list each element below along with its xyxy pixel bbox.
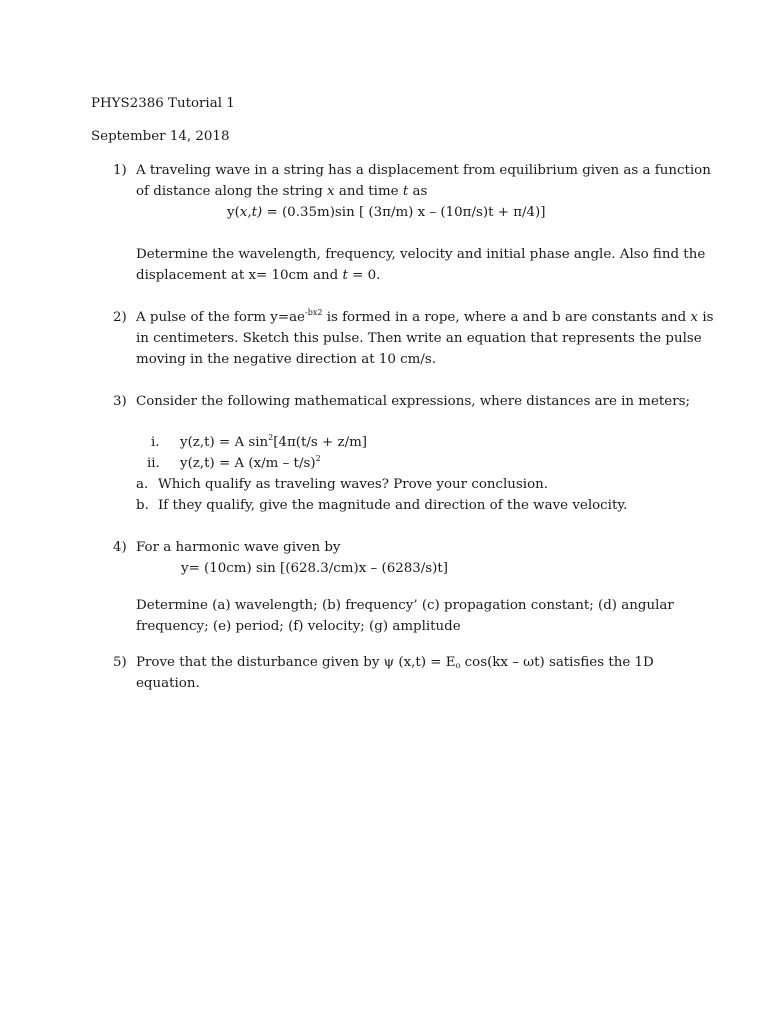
q3-item-ii-number: ii. [147,456,160,471]
q5-line-1-part-b: cos(kx – ωt) satisfies the 1D [460,655,654,670]
q1-line-4 [136,267,380,284]
q1-var-t: t [402,184,409,199]
q2-line-1 [136,309,714,326]
q3-part-b-text: If they qualify, give the magnitude and direction of the wave velocity. [158,498,628,513]
q3-item-ii-part-a: y(z,t) = A (x/m – t/s) [180,456,316,471]
q2-line-1-part-a: A pulse of the form y=ae [136,310,305,325]
document-date: September 14, 2018 [91,129,230,144]
q3-line-1: Consider the following mathematical expressions, where distances are in meters; [136,394,691,409]
q1-line-2-part-e: as [408,184,428,199]
q5-line-1 [136,654,654,671]
q1-line-2-part-a: of distance along the string [136,184,328,199]
q1-line-1: A traveling wave in a string has a displacement from equilibrium given as a function [136,163,711,178]
q1-number: 1) [113,163,127,178]
q1-line-4-part-a: displacement at x= 10cm and [136,268,343,283]
q3-part-a-text: Which qualify as traveling waves? Prove your conclusion. [158,477,549,492]
q1-eq-part-a: y( [227,205,240,220]
q1-line-4-part-c: = 0. [347,268,381,283]
q2-line-2: in centimeters. Sketch this pulse. Then write an equation that represents the pulse [136,331,702,346]
q2-var-x: x [690,310,699,325]
q3-item-ii-exponent: 2 [315,454,321,463]
q3-item-i-number: i. [151,435,160,450]
q5-line-1-part-a: Prove that the disturbance given by ψ (x,t) = E [136,655,456,670]
course-title: PHYS2386 Tutorial 1 [91,96,235,111]
q3-item-ii [180,455,321,472]
q3-item-i [180,434,367,451]
q1-line-2-part-c: and time [334,184,403,199]
q1-eq-part-b: x,t) [239,205,263,220]
q5-subscript: o [455,661,461,670]
q1-eq-part-c: = (0.35m)sin [ (3π/m) x – (10π/s)t + π/4)] [262,205,546,220]
q3-item-i-part-b: [4π(t/s + z/m] [273,435,368,450]
q4-line-2: Determine (a) wavelength; (b) frequency’ (c) propagation constant; (d) angular [136,598,674,613]
q4-number: 4) [113,540,127,555]
q1-line-4-var-t: t [342,268,348,283]
q4-line-3: frequency; (e) period; (f) velocity; (g) amplitude [136,619,461,634]
q2-line-1-part-d: is [698,310,714,325]
q1-line-2 [136,183,427,200]
q2-number: 2) [113,310,127,325]
q3-number: 3) [113,394,127,409]
q5-line-2: equation. [136,676,200,691]
q3-part-b-label: b. [136,498,149,513]
q2-line-1-part-b: is formed in a rope, where a and b are constants and [322,310,691,325]
q1-line-3: Determine the wavelength, frequency, velocity and initial phase angle. Also find the [136,247,706,262]
q2-line-3: moving in the negative direction at 10 cm/s. [136,352,436,367]
q5-number: 5) [113,655,127,670]
q3-part-a-label: a. [136,477,149,492]
q2-exponent: -bx2 [305,308,323,317]
q4-equation: y= (10cm) sin [(628.3/cm)x – (6283/s)t] [181,561,449,576]
q4-line-1: For a harmonic wave given by [136,540,341,555]
q1-equation [227,204,546,221]
q3-item-i-exponent: 2 [268,433,274,442]
q1-var-x: x [327,184,335,199]
q3-item-i-part-a: y(z,t) = A sin [180,435,269,450]
